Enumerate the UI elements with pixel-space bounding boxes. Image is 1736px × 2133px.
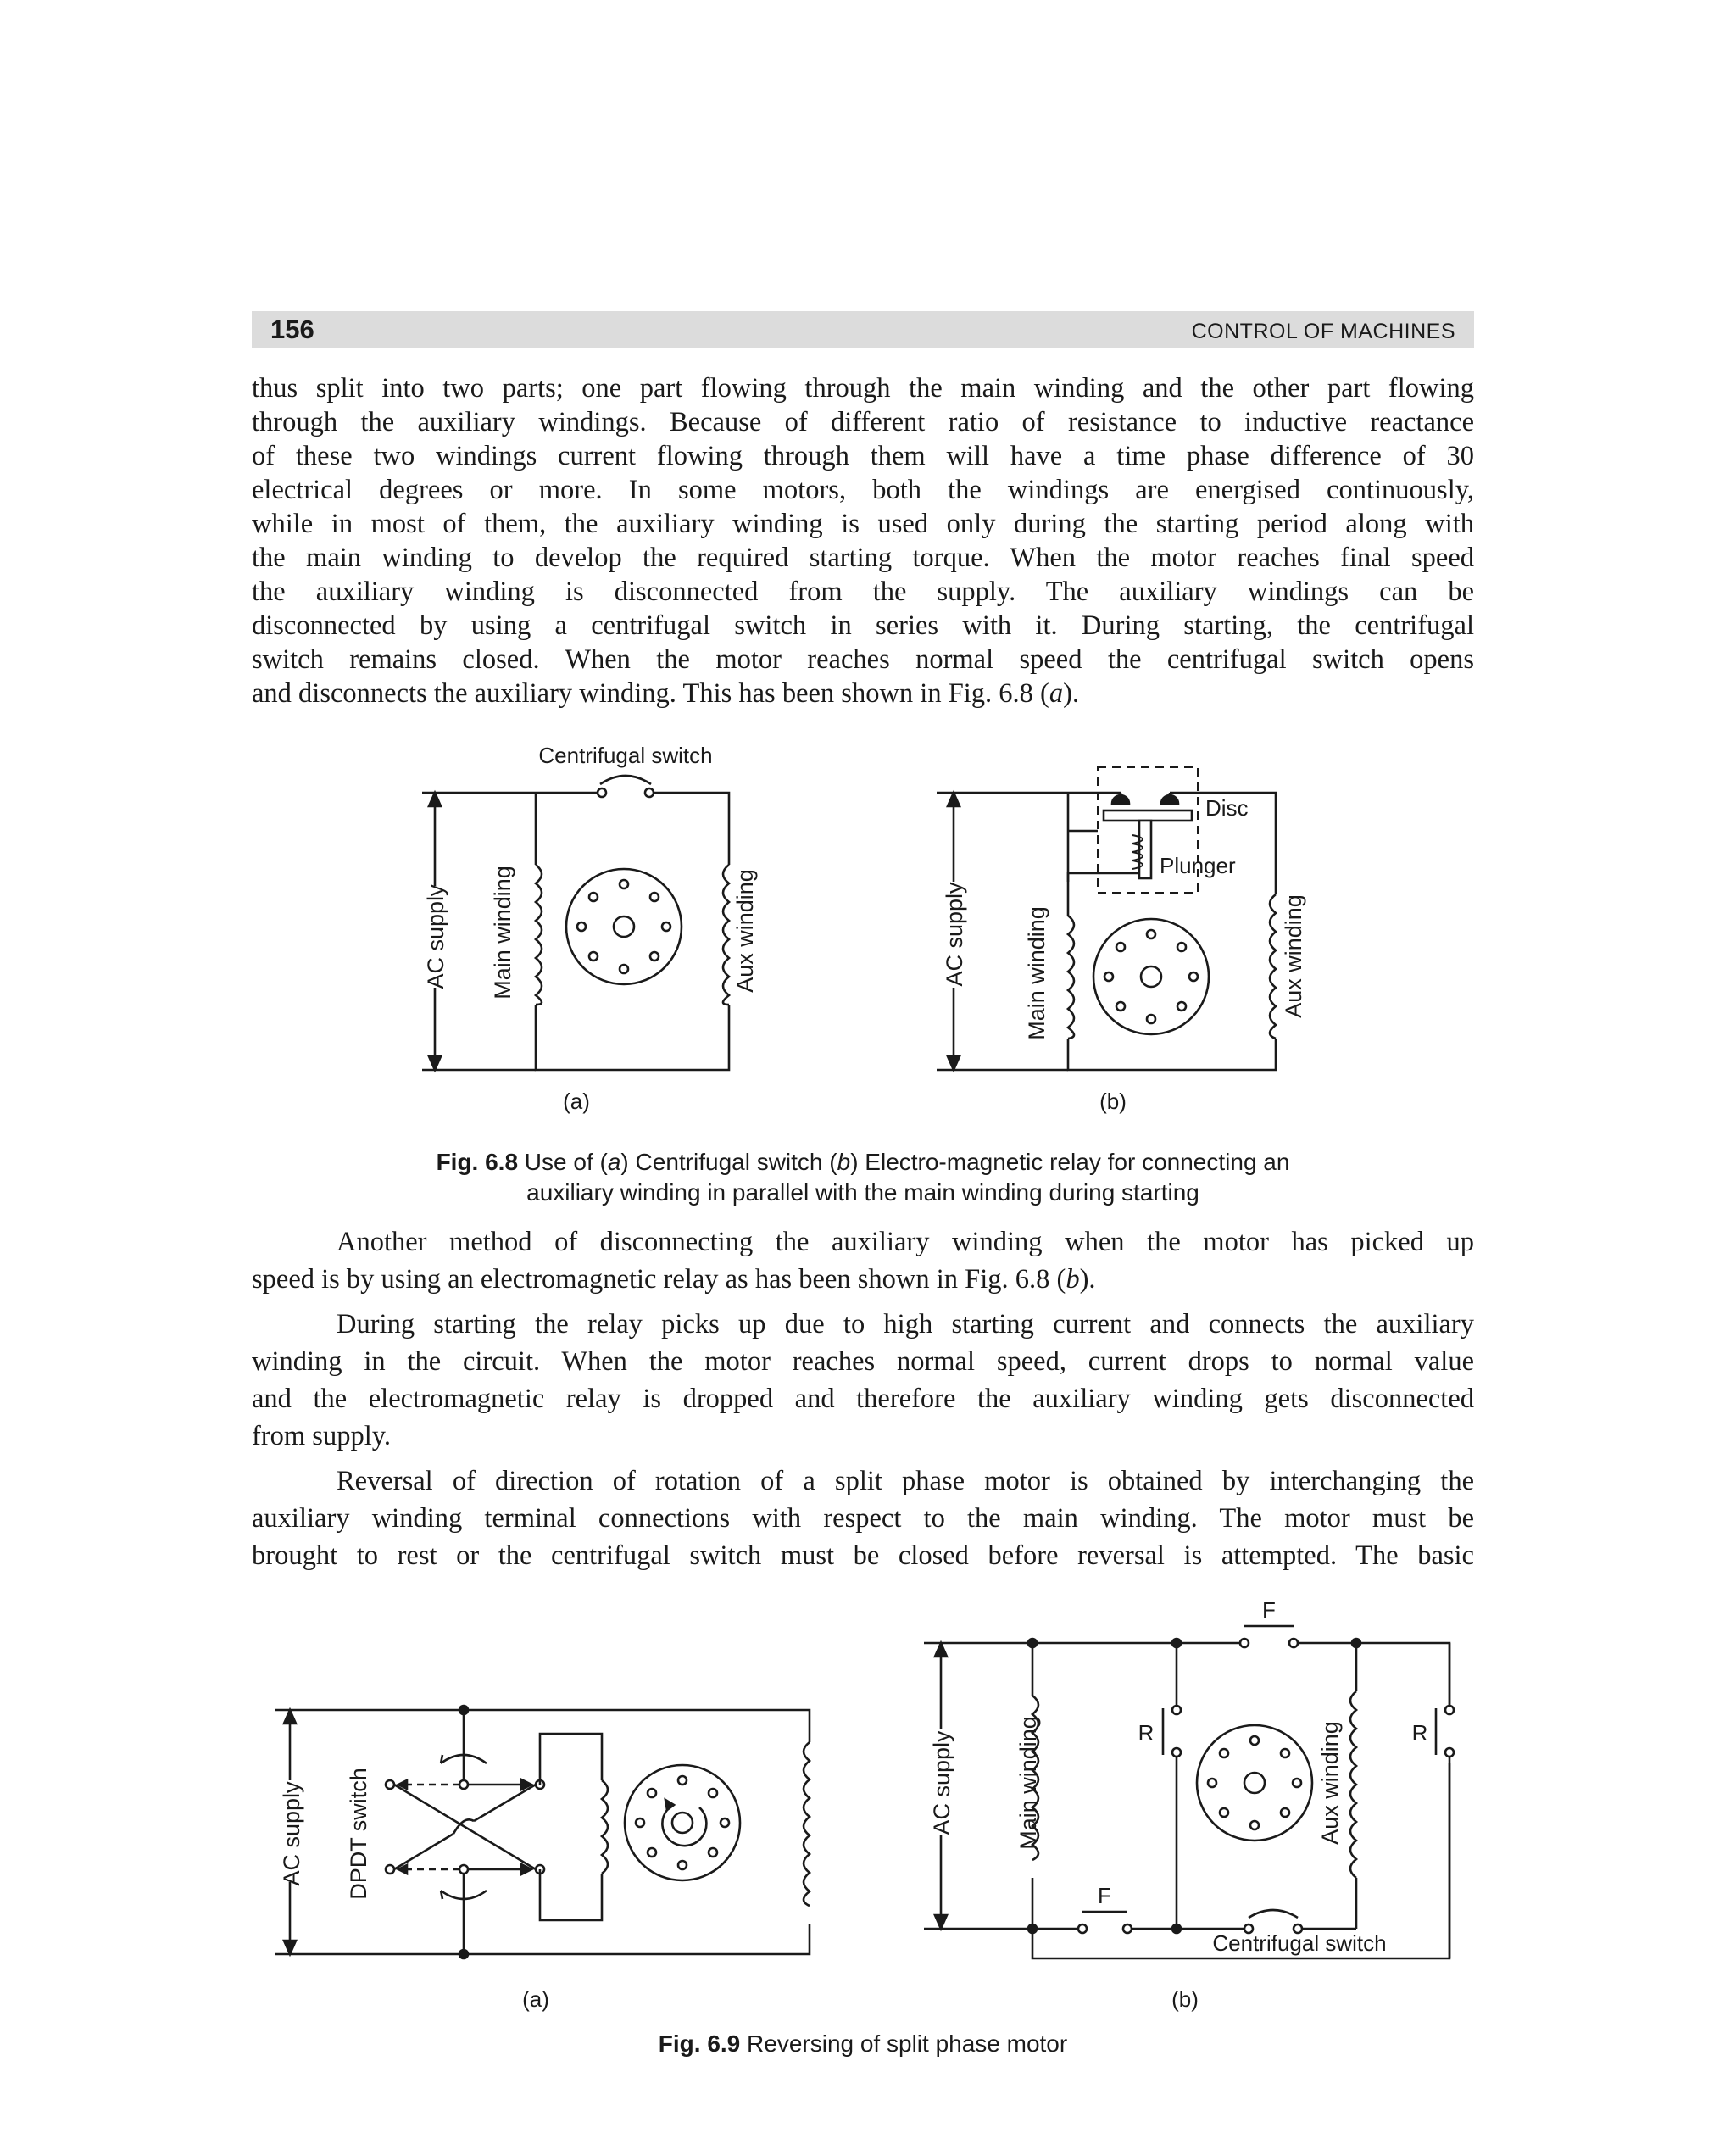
text-fragment: and disconnects the auxiliary winding. This has been shown in Fig. 6.8 ( — [252, 678, 1049, 709]
fig-6-9a-circuit — [275, 1706, 810, 2012]
text-line: through the auxiliary windings. Because of different ratio of resistance to inductive reactance — [252, 407, 1474, 437]
text-line: Another method of disconnecting the auxiliary winding when the motor has picked up — [337, 1227, 1474, 1257]
ac-supply-label: AC supply — [942, 882, 967, 987]
text-line: disconnected by using a centrifugal switch in series with it. During starting, the centrifugal — [252, 610, 1474, 641]
text-line: of these two windings current flowing through them will have a time phase difference of 30 — [252, 441, 1474, 471]
main-winding-label: Main winding — [1024, 906, 1049, 1040]
centrifugal-switch-icon — [1212, 1910, 1386, 1956]
ac-supply-label: AC supply — [423, 884, 448, 989]
text-fragment: ). — [1079, 1264, 1096, 1295]
r-label: R — [1138, 1720, 1155, 1746]
centrifugal-switch-label: Centrifugal switch — [538, 743, 713, 768]
centrifugal-switch-label: Centrifugal switch — [1212, 1930, 1387, 1956]
text-line: thus split into two parts; one part flowing through the main winding and the other part flowing — [252, 373, 1474, 404]
supply-lines — [924, 1643, 1449, 1929]
disc-label: Disc — [1205, 795, 1249, 821]
subfigure-b-label: (b) — [1099, 1089, 1127, 1114]
caption-line: auxiliary winding in parallel with the main winding during starting — [526, 1179, 1199, 1206]
caption-text: Use of ( — [518, 1149, 608, 1175]
italic-fragment: a — [1049, 678, 1064, 709]
text-fragment: ). — [1063, 678, 1080, 709]
ac-supply-label: AC supply — [929, 1730, 954, 1835]
aux-winding-coil-icon — [602, 1780, 608, 1874]
caption-label: Fig. 6.8 — [436, 1149, 519, 1175]
text-line: and the electromagnetic relay is dropped and therefore the auxiliary winding gets disconnected — [252, 1384, 1474, 1414]
caption-text: ) Electro-magnetic relay for connecting an — [850, 1149, 1290, 1175]
f-label: F — [1098, 1883, 1111, 1908]
italic-fragment: b — [1066, 1264, 1080, 1295]
forward-switch-bottom-icon — [1078, 1883, 1132, 1933]
caption-italic: a — [607, 1149, 621, 1175]
text-line: During starting the relay picks up due to high starting current and connects the auxiliary — [337, 1309, 1474, 1339]
text-line: switch remains closed. When the motor reaches normal speed the centrifugal switch opens — [252, 644, 1474, 675]
reverse-switch-right-icon — [1412, 1643, 1454, 1958]
text-line: the auxiliary winding is disconnected from the supply. The auxiliary windings can be — [252, 576, 1474, 607]
text-line: electrical degrees or more. In some motors, both the windings are energised continuously, — [252, 475, 1474, 505]
subfigure-b-label: (b) — [1171, 1986, 1199, 2012]
reverse-switch-left-icon — [1138, 1643, 1181, 1929]
text-line: while in most of them, the auxiliary winding is used only during the starting period along with — [252, 509, 1474, 539]
text-line: the main winding to develop the required starting torque. When the motor reaches final speed — [252, 543, 1474, 573]
fig-6-9b-circuit — [924, 1597, 1454, 2012]
motor-rotor-icon — [625, 1765, 740, 1880]
caption-text: Reversing of split phase motor — [740, 2030, 1068, 2057]
motor-rotor-icon — [1197, 1725, 1312, 1841]
page-number: 156 — [270, 315, 314, 344]
main-winding-label: Main winding — [1015, 1716, 1041, 1850]
caption-label: Fig. 6.9 — [658, 2030, 741, 2057]
caption-italic: b — [837, 1149, 851, 1175]
f-label: F — [1262, 1597, 1276, 1623]
aux-winding-label: Aux winding — [1281, 894, 1306, 1018]
ac-supply-label: AC supply — [279, 1781, 304, 1886]
subfigure-a-label: (a) — [522, 1986, 549, 2012]
running-head-title: CONTROL OF MACHINES — [1191, 320, 1455, 343]
dpdt-switch-icon — [386, 1706, 602, 1958]
main-winding-label: Main winding — [490, 866, 515, 1000]
text-line: brought to rest or the centrifugal switch must be closed before reversal is attempted. The basic — [252, 1540, 1474, 1571]
caption-text: ) Centrifugal switch ( — [620, 1149, 837, 1175]
subfigure-a-label: (a) — [563, 1089, 590, 1114]
forward-switch-top-icon — [1240, 1597, 1298, 1647]
text-line: auxiliary winding terminal connections with respect to the main winding. The motor must be — [252, 1503, 1474, 1534]
plunger-label: Plunger — [1160, 853, 1236, 878]
text-line: from supply. — [252, 1421, 391, 1451]
r-label: R — [1411, 1720, 1428, 1746]
aux-winding-label: Aux winding — [732, 869, 758, 993]
main-winding-coil-icon — [804, 1742, 810, 1906]
text-line: winding in the circuit. When the motor reaches normal speed, current drops to normal value — [252, 1346, 1474, 1377]
figure-6-9-caption — [252, 2030, 1474, 2058]
text-line: Reversal of direction of rotation of a split phase motor is obtained by interchanging the — [337, 1466, 1474, 1496]
dpdt-switch-label: DPDT switch — [346, 1768, 371, 1900]
text-fragment: speed is by using an electromagnetic relay as has been shown in Fig. 6.8 ( — [252, 1264, 1066, 1295]
aux-winding-coil-icon — [1350, 1691, 1356, 1878]
aux-winding-label: Aux winding — [1317, 1721, 1343, 1845]
